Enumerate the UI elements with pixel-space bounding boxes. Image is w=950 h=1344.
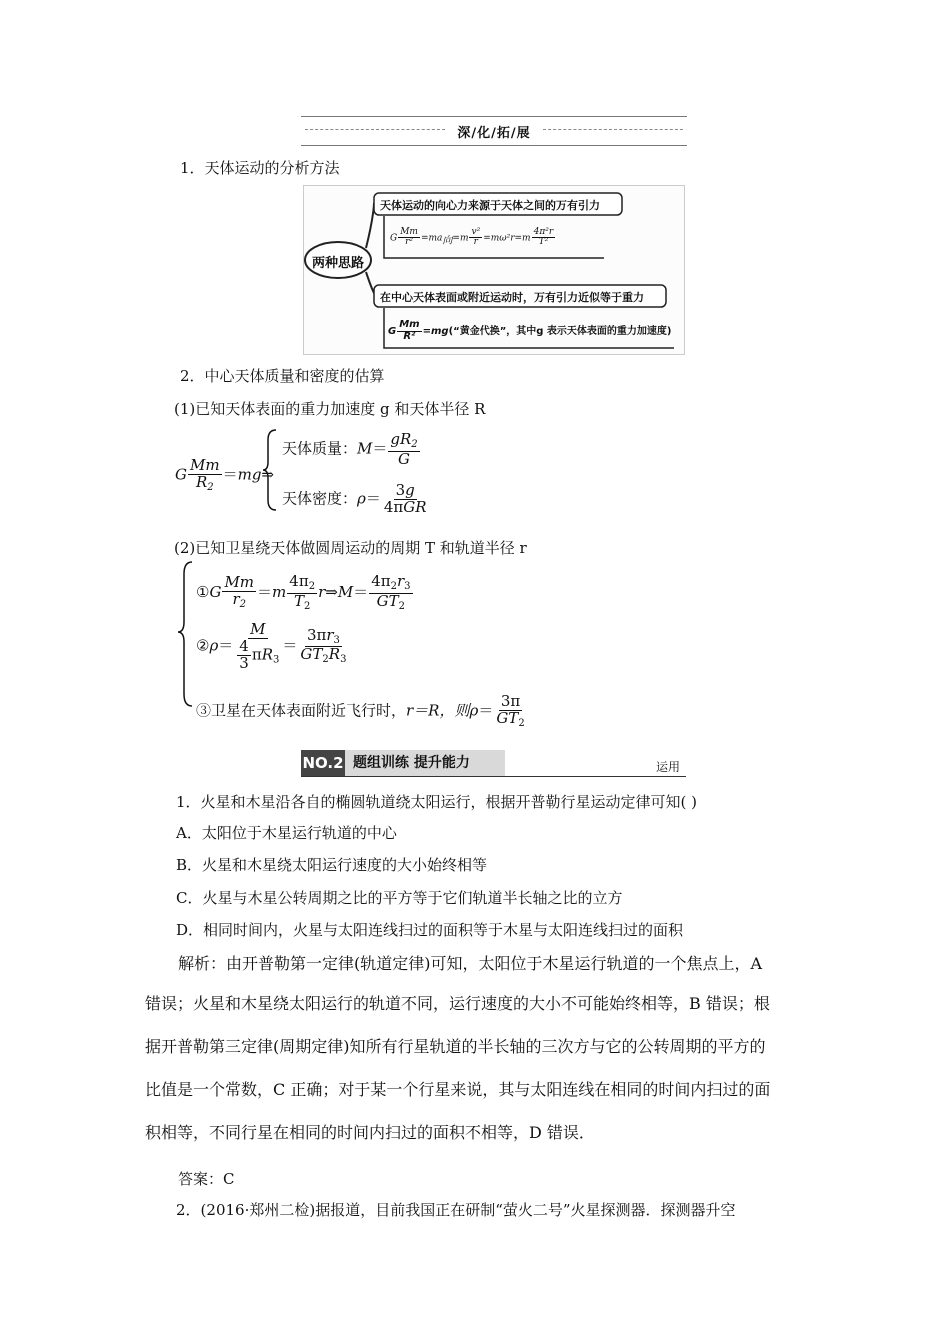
mindmap-branch2-text: 在中心天体表面或附近运动时，万有引力近似等于重力 <box>380 291 644 304</box>
mass-label: 天体质量： <box>282 439 358 458</box>
q1-option-d: D．相同时间内，火星与太阳连线扫过的面积等于木星与太阳连线扫过的面积 <box>176 921 684 939</box>
brace-case2 <box>176 560 194 708</box>
mindmap-center-label: 两种思路 <box>312 256 365 271</box>
mindmap-formula2: G $\frac{Mm}{\text{R²}}$ =mg(“黄金代换”，其中g 表示天体表面的重力加速度) <box>388 319 672 342</box>
mindmap-formula2-tail: (“黄金代换”，其中g 表示天体表面的重力加速度) <box>448 326 672 337</box>
section2-title: 2．中心天体质量和密度的估算 <box>180 367 385 385</box>
section-header-box <box>301 116 687 146</box>
q1-analysis-line-1: 解析：由开普勒第一定律(轨道定律)可知，太阳位于木星运行轨道的一个焦点上，A <box>178 954 763 973</box>
banner-tag: 运用 <box>655 760 680 774</box>
mindmap-figure <box>303 185 685 355</box>
q2-stem: 2．(2016·郑州二检)据报道，目前我国正在研制“萤火二号”火星探测器．探测器升空 <box>176 1201 736 1219</box>
q1-analysis-line-2: 错误；火星和木星绕太阳运行的轨道不同，运行速度的大小不可能始终相等，B 错误；根 <box>145 994 770 1013</box>
q1-option-c: C．火星与木星公转周期之比的平方等于它们轨道半长轴之比的立方 <box>176 889 623 907</box>
q1-analysis-line-3: 据开普勒第三定律(周期定律)知所有行星轨道的半长轴的三次方与它的公转周期的平方的 <box>145 1037 766 1056</box>
section1-title: 1．天体运动的分析方法 <box>180 159 340 177</box>
q1-analysis-line-4: 比值是一个常数，C 正确；对于某一个行星来说，其与太阳连线在相同的时间内扫过的面 <box>145 1080 771 1099</box>
mindmap-formula1: G $\frac{Mm}{\text{r²}}$ $=ma_向=m$ $\frac{\text{v²}}{r}$ =mω²r=m $\frac{\text{4π²r}}{\text{T²}}$ <box>390 227 554 248</box>
mindmap-branch-up <box>366 203 374 248</box>
mindmap-branch1-text: 天体运动的向心力来源于天体之间的万有引力 <box>380 199 600 212</box>
section2-case2: (2)已知卫星绕天体做圆周运动的周期 T 和轨道半径 r <box>174 539 527 557</box>
q1-option-b: B．火星和木星绕太阳运行速度的大小始终相等 <box>176 856 488 874</box>
item3-text: ③卫星在天体表面附近飞行时， <box>196 701 407 720</box>
header-title: 深/化/拓/展 <box>457 126 531 141</box>
case2-item1: ①G $\frac{Mm}{r_2}$ ＝m $\frac{4\pi_2}{T_2}$ r⇒M＝ $\frac{4\pi_2r_3}{GT_2}$ <box>196 572 411 612</box>
case2-item3: ③卫星在天体表面附近飞行时，r＝R，则ρ＝ $\frac{3\pi}{GT_2}$ <box>196 692 525 729</box>
formula-gravity-equals-mg: G $\frac{Mm}{R_2}$ ＝mg⇒ <box>175 456 274 493</box>
mass-formula: 天体质量：M＝ $\frac{gR_2}{G}$ <box>282 430 418 468</box>
item3-cond: r＝R，则 <box>406 701 470 720</box>
banner-number: NO.2 <box>301 750 345 776</box>
banner-title: 题组训练 提升能力 <box>345 750 505 776</box>
brace-case1 <box>262 428 278 512</box>
q1-analysis-line-5: 积相等，不同行星在相同的时间内扫过的面积不相等，D 错误． <box>145 1123 595 1142</box>
q1-answer: 答案：C <box>178 1170 235 1188</box>
density-formula: 天体密度：ρ＝ $\frac{3g}{\text{4πGR}}$ <box>282 481 427 516</box>
section2-case1: (1)已知天体表面的重力加速度 g 和天体半径 R <box>174 400 486 418</box>
q1-option-a: A．太阳位于木星运行轨道的中心 <box>176 824 397 842</box>
case2-item2: ②ρ＝ M $\frac{4}{3}$ $\pi R_3$ ＝ $\frac{3\pi r_3}{GT_2R_3}$ <box>196 620 347 672</box>
density-label: 天体密度： <box>282 489 358 508</box>
q1-stem: 1．火星和木星沿各自的椭圆轨道绕太阳运行，根据开普勒行星运动定律可知( ) <box>176 793 698 811</box>
section-banner <box>301 750 686 777</box>
